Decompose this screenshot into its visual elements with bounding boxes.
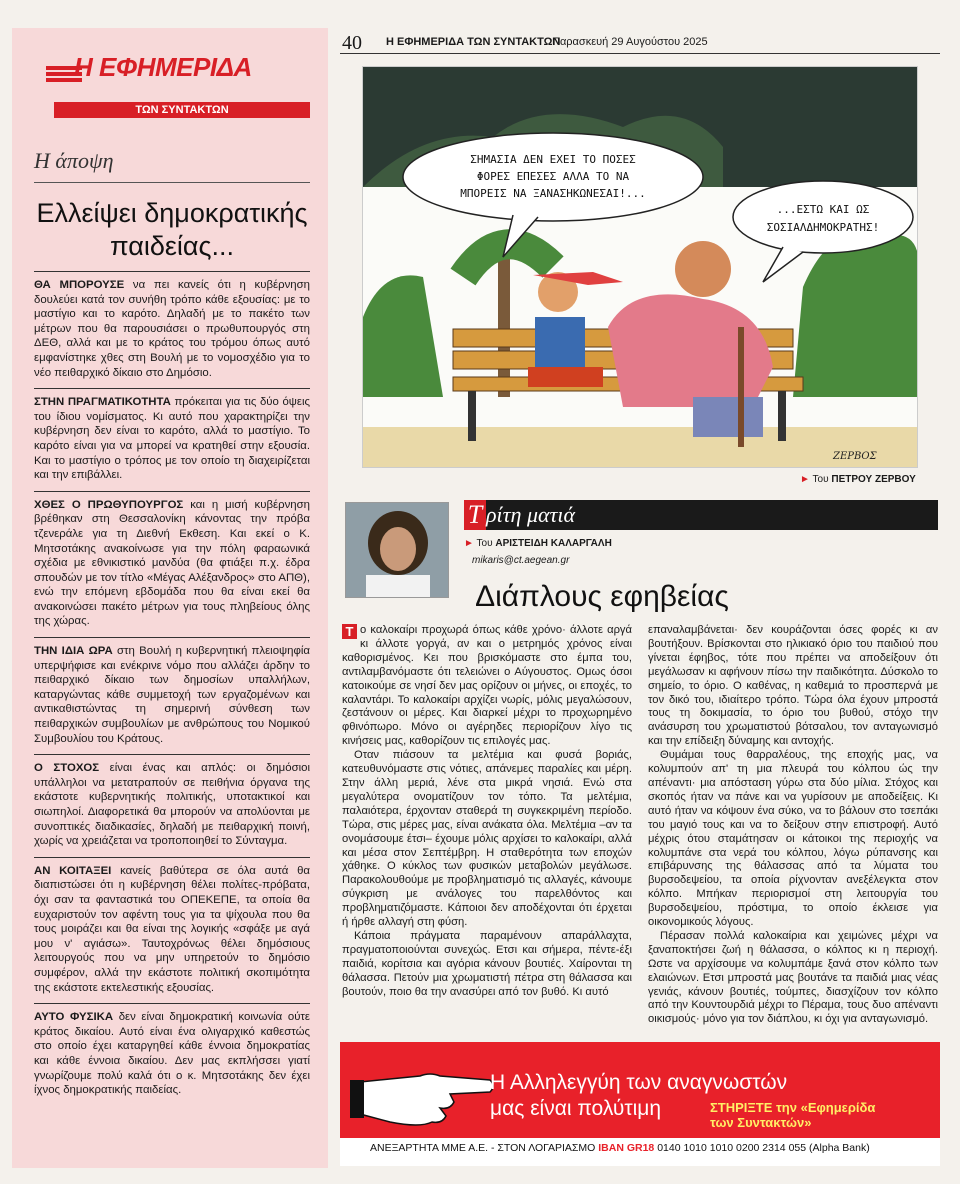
bubble-right-line-1: ...ΕΣΤΩ ΚΑΙ ΩΣ — [776, 203, 870, 216]
solidarity-ad[interactable] — [340, 1042, 940, 1166]
drop-cap: Τ — [342, 624, 357, 639]
iban-number: 0140 1010 1010 0200 2314 055 — [657, 1142, 807, 1154]
paragraph-lead: ΘΑ ΜΠΟΡΟΥΣΕ — [34, 279, 125, 291]
opinion-paragraph — [34, 761, 310, 849]
opinion-paragraph — [34, 644, 310, 746]
paragraph-text: ο καλοκαίρι προχωρά όπως κάθε χρόνο· άλλοτε αργά κι άλλοτε γοργά, αν και ο μετρημός χρόνος είναι καθορισμένος. Κει που βρισκόμαστε στο έμπα του, αντιλαμβανόμαστε ότι τελειώνει ο Αύγουστος. Ομως όσοι κατοικούμε σε νησί δεν μας ορίζουν οι μήνες, οι εποχές, το καλαντάρι. Το καλοκαίρι αρχίζει νωρίς, μόλις μεγαλώσουν, ζεστάνουν οι μέρες. Και διαρκεί μέχρι το προχωρημένο φθινόπωρο. Μόνο οι αγέρηδες περιορίζουν λίγο τις κινήσεις μας, καθορίζουν τις επιλογές μας. — [342, 624, 632, 748]
page-number: 40 — [342, 32, 362, 54]
column-label-bar — [464, 500, 938, 530]
bubble-left-line-1: ΣΗΜΑΣΙΑ ΔΕΝ ΕΧΕΙ ΤΟ ΠΟΣΕΣ — [470, 153, 636, 166]
triangle-icon: ► — [464, 538, 474, 549]
column-label: ρίτη ματιά — [486, 502, 576, 527]
author-name: ΑΡΙΣΤΕΙΔΗ ΚΑΛΑΡΓΑΛΗ — [495, 538, 612, 549]
column-label-initial: Τ — [464, 500, 486, 530]
paragraph-text: και η μισή κυβέρνηση βρέθηκαν στη Θεσσαλονίκη κάνοντας την πρόβα τζενεράλε για τη Διεθνή Εκθεση. Και εκεί ο Κ. Μητσοτάκης ανακοίνωσε για την πόλη φαραωνικά σχέδια με εθνικιστικό μανδύα (θα φτιάξει π.χ. έδρα σπουδών με τον τίτλο «Μέγας Αλέξανδρος» στο ΑΠΘ), ενώ την επόμενη εβδομάδα που θα είναι εκεί θα ανακοινώσει πακέτο μέτρων για τους πληβείους όλης της χώρας. — [34, 498, 310, 628]
cartoon-illustration — [363, 67, 918, 468]
divider — [34, 637, 310, 638]
credit-name: ΠΕΤΡΟΥ ΖΕΡΒΟΥ — [831, 474, 916, 485]
credit-prefix: Του — [812, 474, 829, 485]
opinion-paragraph — [34, 1010, 310, 1098]
divider — [34, 754, 310, 755]
paragraph-text: να πει κανείς ότι η κυβέρνηση δουλεύει κατά τον συνήθη τρόπο κάθε εξουσίας: με το μαστίγιο και το καρότο. Δηλαδή με το πακέτο των μέτρων που θα παρουσιάσει ο πρωθυπουργός στη ΔΕΘ, αλλά και με το κράτος του τρόμου όπως αυτό εμφανίστηκε χθες στη Βουλή με το νομοσχέδιο για το νέο πειθαρχικό δίκαιο στο Δημόσιο. — [34, 279, 310, 379]
divider — [34, 271, 310, 272]
pointing-hand-icon — [350, 1042, 500, 1138]
divider — [34, 1003, 310, 1004]
opinion-paragraph — [34, 278, 310, 380]
paragraph-text: δεν είναι δημοκρατική κοινωνία ούτε κράτος δικαίου. Αυτό είναι ένα ολιγαρχικό καθεστώς στο οποίο έχει καταργηθεί κάθε έννοια δημοκρατίας και κάθε έννοια δικαίου. Δεν μας εκπλήσσει γιατί γνωρίζουμε πολύ καλά ότι ο κ. Μητσοτάκης δεν έχει ίχνος δημοκρατικής παιδείας. — [34, 1011, 310, 1097]
opinion-headline: Ελλείψει δημοκρατικής παιδείας... — [36, 198, 308, 261]
column-body-2 — [648, 624, 938, 1027]
iban-label: IBAN GR18 — [598, 1142, 655, 1154]
author-email[interactable]: mikaris@ct.aegean.gr — [472, 555, 570, 566]
ad-slogan — [710, 1100, 875, 1130]
opinion-paragraph — [34, 864, 310, 995]
paragraph-text: Θυμάμαι τους θαρραλέους, της εποχής μας, να κολυμπούν απ' τη μια πλευρά του κόλπου ώς την απέναντι· μια απόσταση γύρω στα δύο μίλια. Στόχος και σκοπός ήταν να πάνε και να γυρίσουν με αποδείξεις. Κι αυτό ήταν να κόψουν ένα σύκο, να το βάλουν στο τσεπάκι του μαγιό τους και να το δείξουν στην επιστροφή. Αυτό μέχρις ότου σταμάτησαν οι κάτοικοι της περιοχής να κολυμπάνε στα νερά του κόλπου, λόγω ρύπανσης και επιβάρυνσης της θάλασσας από τα λύματα του βυρσοδεψείου, τα οποία ρίχνονταν ανεξέλεγκτα στον κόλπο. Μπήκαν περιορισμοί στη λειτουργία του βυρσοδεψείου, πρόστιμα, το οποίο έκλεισε για οικονομικούς λόγους. — [648, 749, 938, 929]
paragraph-lead: ΣΤΗΝ ΠΡΑΓΜΑΤΙΚΟΤΗΤΑ — [34, 396, 171, 409]
paper-name: Η ΕΦΗΜΕΡΙΔΑ ΤΩΝ ΣΥΝΤΑΚΤΩΝ — [386, 36, 561, 48]
divider — [34, 857, 310, 858]
paragraph-lead: ΑΥΤΟ ΦΥΣΙΚΑ — [34, 1011, 114, 1024]
opinion-paragraph — [34, 395, 310, 483]
column-paragraph — [648, 749, 938, 930]
column-headline: Διάπλους εφηβείας — [475, 580, 729, 613]
opinion-body — [34, 278, 310, 1098]
paragraph-text: Οταν πιάσουν τα μελτέμια και φυσά βοριάς, κατευθυνόμαστε στις νότιες, απάνεμες παραλίες και μέρη. Στην άλλη μεριά, λένε στα μικρά νησιά. Ενώ στα μεγαλύτερα ονοματίζουν τον τόπο. Τα μελτέμια, παλαιότερα, έρχονταν σταθερά τη συγκεκριμένη περίοδο. Τώρα, στις μέρες μας, είναι ανάκατα όλα. Μελτέμια –αν τα ονομάσουμε έτσι– έχουμε μόλις αρχίσει το καλοκαίρι, αλλά και μέσα στον Σεπτέμβρη. Η σταθερότητα των εποχών χάθηκε. Ο κύκλος των φυσικών μεταβολών μεγάλωσε. Παρακολουθούμε με προβληματισμό τις αλλαγές, κάνουμε σύγκριση με ανάλογες του παρελθόντος και προβληματιζόμαστε. Κάποιοι δεν αποδέχονται ότι έρχεται ή ήρθε αλλαγή στη φύση. — [342, 749, 632, 929]
bubble-left-line-2: ΦΟΡΕΣ ΕΠΕΣΕΣ ΑΛΛΑ ΤΟ ΝΑ — [476, 170, 630, 183]
paragraph-lead: ΧΘΕΣ Ο ΠΡΩΘΥΠΟΥΡΓΟΣ — [34, 498, 184, 511]
opinion-column — [12, 28, 328, 1168]
issue-date: Παρασκευή 29 Αυγούστου 2025 — [552, 36, 708, 48]
ad-banner — [340, 1042, 940, 1138]
bubble-left-line-3: ΜΠΟΡΕΙΣ ΝΑ ΞΑΝΑΣΗΚΩΝΕΣΑΙ!... — [460, 187, 646, 200]
opinion-paragraph — [34, 498, 310, 629]
column-paragraph — [342, 930, 632, 1000]
section-label: Η άποψη — [34, 148, 310, 183]
author-byline — [464, 538, 612, 549]
paper-logo — [34, 48, 310, 118]
paragraph-text: πρόκειται για τις δύο όψεις του ίδιου νομίσματος. Κι αυτό που χαρακτηρίζει την κυβέρνηση δεν είναι το καρότο, αλλά το μαστίγιο. Το καρότο είναι για να μπορεί να κρατηθεί στην εξουσία. Και το μαστίγιο ο τρόπος με τον οποίο τη διαχειρίζεται και την επιβάλλει. — [34, 396, 310, 482]
logo-sub: ΤΩΝ ΣΥΝΤΑΚΤΩΝ — [54, 102, 310, 118]
column-paragraph — [342, 624, 632, 749]
bubble-right-line-2: ΣΟΣΙΑΛΔΗΜΟΚΡΑΤΗΣ! — [766, 221, 880, 234]
author-prefix: Του — [476, 538, 493, 549]
column-paragraph — [342, 749, 632, 930]
ad-headline-2: μας είναι πολύτιμη — [490, 1097, 662, 1120]
divider — [34, 491, 310, 492]
triangle-icon: ► — [800, 474, 810, 485]
ad-headline-1: Η Αλληλεγγύη των αναγνωστών — [490, 1071, 788, 1094]
paragraph-lead: Ο ΣΤΟΧΟΣ — [34, 762, 100, 775]
paragraph-text: Κάποια πράγματα παραμένουν απαράλλαχτα, πραγματοποιούνται συνεχώς. Ετσι και σήμερα, πέντε-έξι παιδιά, κορίτσια και αγόρια κάνουν βουτιές. Χαίρονται τη θάλασσα. Πετούν μια χρωματιστή πέτρα στη θάλασσα και βουτούν, ποιο θα την ανασύρει από τον βυθό. Κι αυτό — [342, 929, 632, 998]
cartoon-credit — [800, 474, 916, 485]
paragraph-text: Πέρασαν πολλά καλοκαίρια και χειμώνες μέχρι να ξαναποκτήσει ζωή η θάλασσα, ο κόλπος κι η περιοχή. Ωστε να αρχίσουμε να κολυμπάμε ξανά στον κόλπο των ελαιώνων. Ετσι μπροστά μας βουτάνε τα παιδιά μιας νέας γενιάς, κάνουν βουτιές, τούμπες, διασχίζουν τον κόλπο από την Κουντουρδιά μέχρι το Πέραμα, τους δυο απέναντι οικισμούς· μόνο για τον διάπλου, κι όχι για ανταγωνισμό. — [648, 929, 938, 1026]
page-header — [340, 32, 940, 54]
logo-main: Η ΕΦΗΜΕΡΙΔΑ — [74, 52, 252, 82]
ad-slogan-1: ΣΤΗΡΙΞΤΕ την «Εφημερίδα — [710, 1100, 876, 1115]
ad-slogan-2: των Συντακτών» — [710, 1115, 812, 1130]
cartoon-signature: ΖΕΡΒΟΣ — [833, 451, 877, 462]
paragraph-text: είναι ένας και απλός: οι δημόσιοι υπάλληλοι να μετατραπούν σε πειθήνια όργανα της εκάστοτε κυβερνητικής πολιτικής, υποτακτικοί και σιωπηλοί. Διαφορετικά θα μπορούν να απολύονται με συνοπτικές διαδικασίες, δηλαδή με πειθαρχική ποινή, χωρίς να χρειάζεται να τροποποιηθεί το Σύνταγμα. — [34, 762, 311, 848]
cartoon — [362, 66, 918, 468]
ad-bank-details — [370, 1142, 870, 1154]
column-paragraph — [648, 624, 938, 749]
column-paragraph — [648, 930, 938, 1027]
paragraph-text: κανείς βαθύτερα σε όλα αυτά θα διαπιστώσει ότι η κυβέρνηση θέλει πολίτες-πρόβατα, όχι σαν τα φανταστικά του ΟΠΕΚΕΠΕ, τα οποία θα ευχαριστούν τον αφέντη τους για τα ψίχουλα που θα τους μοιράζει και θα είναι της λογικής «σφάξε με αγά μου ν' αγιάσω». Ταυτοχρόνως θέλει δημόσιους λειτουργούς που να μην υπηρετούν το δημόσιο συμφέρον, αλλά την εκάστοτε πολιτική σκοπιμότητα της εκάστοτε εκτελεστικής εξουσίας. — [34, 864, 310, 994]
column-body-1 — [342, 624, 632, 999]
paragraph-text: επαναλαμβάνεται· δεν κουράζονται όσες φορές κι αν βουτήξουν. Βρίσκονται στο ηλικιακό όριο του παιδιού που γίνεται έφηβος, τότε που πρέπει να αποδείξουν ότι μεγάλωσαν κι αφήνουν πίσω την παιδικότητα. Δύσκολο το σημείο, το όριο. Ο καθένας, η καθεμιά το προσπερνά με τον δικό του, ιδιαίτερο τρόπο. Τώρα όλα έχουν μπροστά τους τη δοκιμασία, το όριο του βυθού, στόχο την ανάσυρση του χρωματιστού βότσαλου, τον ανταγωνισμό και την επίδειξη δύναμης και αντοχής. — [648, 624, 938, 748]
paragraph-text: στη Βουλή η κυβερνητική πλειοψηφία υπερψήφισε και ενέκρινε νόμο που αλλάζει άρδην το πειθαρχικό δίκαιο των δημοσίων υπαλλήλων, καταργώντας κάθε συμμετοχή των εργαζομένων και αντικαθιστώντας τη σημερινή σύνθεση των πειθαρχικών συμβουλίων με ανθρώπους του Νομικού Συμβουλίου του Κράτους. — [34, 645, 310, 745]
divider — [34, 388, 310, 389]
paragraph-lead: ΑΝ ΚΟΙΤΑΞΕΙ — [34, 864, 112, 877]
paragraph-lead: ΤΗΝ ΙΔΙΑ ΩΡΑ — [34, 645, 113, 658]
bank-text: ΑΝΕΞΑΡΤΗΤΑ ΜΜΕ Α.Ε. - ΣΤΟΝ ΛΟΓΑΡΙΑΣΜΟ — [370, 1142, 596, 1154]
bank-name: (Alpha Bank) — [809, 1142, 870, 1154]
